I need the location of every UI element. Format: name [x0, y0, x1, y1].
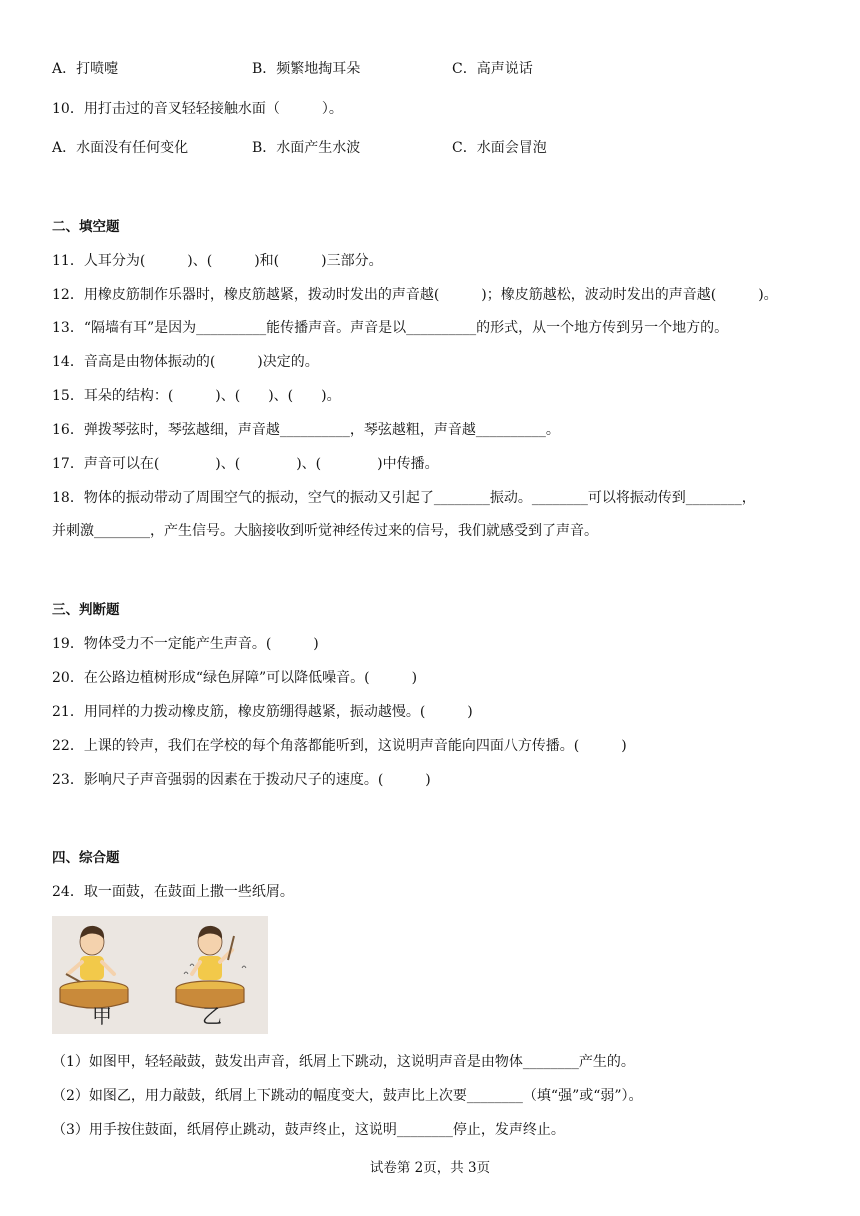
question-12: 12．用橡皮筋制作乐器时，橡皮筋越紧，拨动时发出的声音越( )；橡皮筋越松，波动时发出的声音越( )。 [52, 287, 778, 303]
question-11: 11．人耳分为( )、( )和( )三部分。 [52, 253, 383, 269]
section-heading-judge: 三、判断题 [52, 602, 120, 618]
page-footer: 试卷第 2页，共 3页 [369, 1160, 491, 1176]
question-18-line2: 并刺激________，产生信号。大脑接收到听觉神经传过来的信号，我们就感受到了声音。 [52, 523, 598, 539]
question-24-part2: （2）如图乙，用力敲鼓，纸屑上下跳动的幅度变大，鼓声比上次要________（填“强”或“弱”）。 [52, 1088, 643, 1104]
question-21: 21．用同样的力拨动橡皮筋，橡皮筋绷得越紧，振动越慢。( ) [52, 704, 473, 720]
question-22: 22．上课的铃声，我们在学校的每个角落都能听到，这说明声音能向四面八方传播。( ) [52, 738, 627, 754]
q9-option-a: A．打喷嚏 [52, 61, 119, 77]
question-20: 20．在公路边植树形成“绿色屏障”可以降低噪音。( ) [52, 670, 418, 686]
q10-option-c: C．水面会冒泡 [452, 140, 547, 156]
section-heading-comprehensive: 四、综合题 [52, 850, 120, 866]
figure-label-jia: 甲 [92, 1004, 112, 1028]
question-14: 14．音高是由物体振动的( )决定的。 [52, 354, 319, 370]
drum-illustration [52, 916, 268, 1034]
q10-option-a: A．水面没有任何变化 [52, 140, 189, 156]
question-18-line1: 18．物体的振动带动了周围空气的振动，空气的振动又引起了________振动。________可以将振动传到________， [52, 490, 756, 506]
question-15: 15．耳朵的结构：( )、( )、( )。 [52, 388, 341, 404]
question-16: 16．弹拨琴弦时，琴弦越细，声音越__________，琴弦越粗，声音越__________。 [52, 422, 560, 438]
question-24-part1: （1）如图甲，轻轻敲鼓，鼓发出声音，纸屑上下跳动，这说明声音是由物体________产生的。 [52, 1054, 635, 1070]
question-17: 17．声音可以在( )、( )、( )中传播。 [52, 456, 439, 472]
question-24-part3: （3）用手按住鼓面，纸屑停止跳动，鼓声终止，这说明________停止，发声终止。 [52, 1122, 565, 1138]
q9-option-c: C．高声说话 [452, 61, 533, 77]
q10-option-b: B．水面产生水波 [252, 140, 361, 156]
q9-option-b: B．频繁地掏耳朵 [252, 61, 361, 77]
figure-label-yi: 乙 [202, 1004, 222, 1028]
question-19: 19．物体受力不一定能产生声音。( ) [52, 636, 319, 652]
question-23: 23．影响尺子声音强弱的因素在于拨动尺子的速度。( ) [52, 772, 431, 788]
question-13: 13．“隔墙有耳”是因为__________能传播声音。声音是以__________的形式，从一个地方传到另一个地方的。 [52, 320, 729, 336]
drum-figure [52, 916, 268, 1034]
question-24-stem: 24．取一面鼓，在鼓面上撒一些纸屑。 [52, 884, 294, 900]
section-heading-fill: 二、填空题 [52, 219, 120, 235]
q10-stem: 10．用打击过的音叉轻轻接触水面（ ）。 [52, 101, 343, 117]
